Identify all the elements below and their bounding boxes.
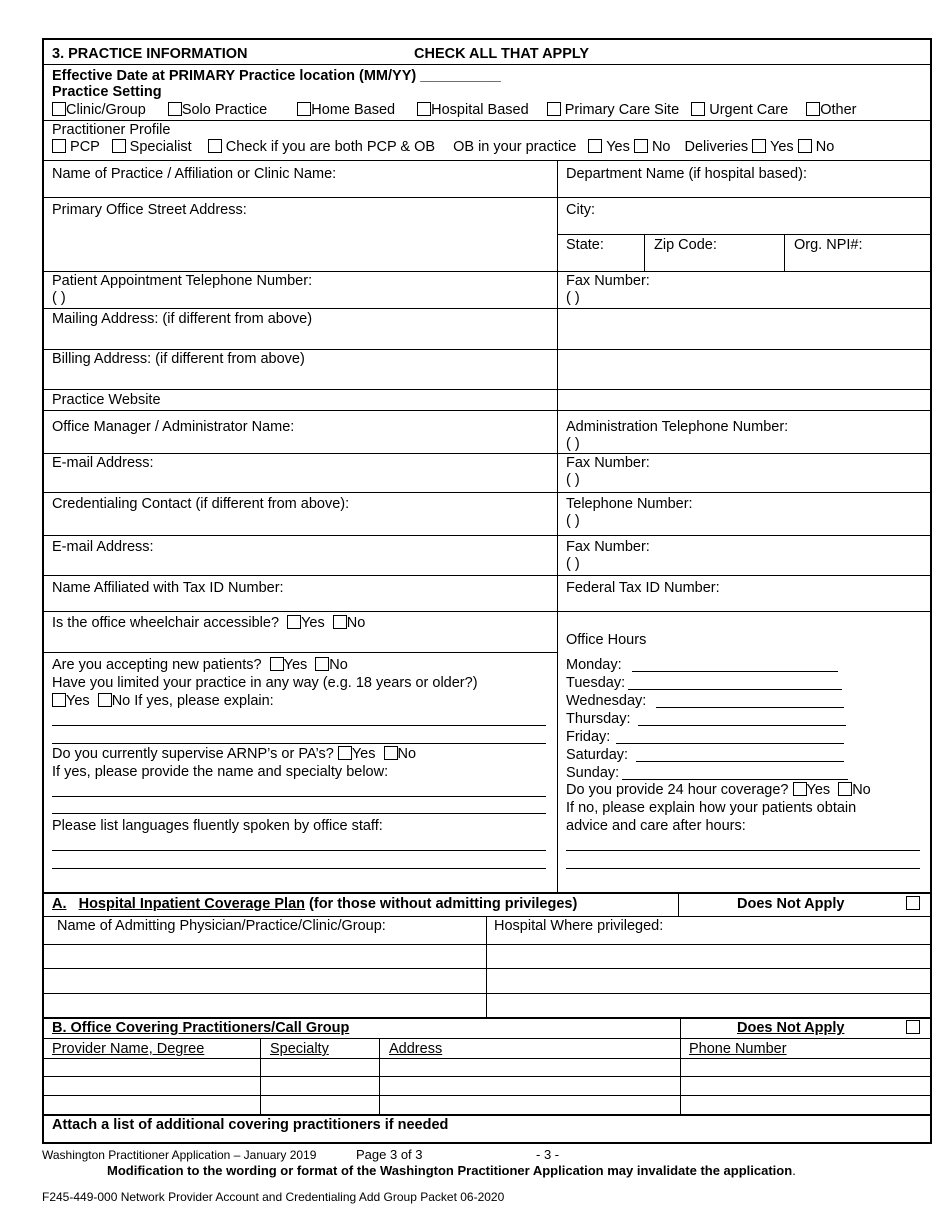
footer-warning: Modification to the wording or format of the Washington Practitioner Application may invalidate the application. [107,1163,796,1178]
billing-address-field[interactable]: Billing Address: (if different from above) [52,351,305,367]
section-b-title: B. Office Covering Practitioners/Call Group [52,1020,350,1036]
office-hours-monday: Monday: [566,657,622,673]
mailing-address-field[interactable]: Mailing Address: (if different from above) [52,311,313,327]
wednesday-hours-line[interactable] [656,707,844,708]
section-a-row[interactable] [44,968,930,969]
supervise-question: Do you currently supervise ARNP’s or PA’s? Yes No [52,746,417,762]
office-hours-saturday: Saturday: [566,747,629,763]
languages-line-2[interactable] [52,868,546,869]
footer-app-name: Washington Practitioner Application – January 2019 [42,1148,317,1162]
sunday-hours-line[interactable] [622,779,848,780]
section-b-does-not-apply: Does Not Apply [737,1020,845,1036]
state-field[interactable]: State: [566,237,604,253]
office-hours-wednesday: Wednesday: [566,693,647,709]
supervise-no-checkbox[interactable] [384,746,398,760]
ob-no-checkbox[interactable] [634,139,648,153]
email-field-2[interactable]: E-mail Address: [52,539,154,555]
section-instruction: CHECK ALL THAT APPLY [414,46,590,62]
attach-note: Attach a list of additional covering practitioners if needed [52,1117,449,1133]
pcp-checkbox[interactable] [52,139,66,153]
supervise-yes-checkbox[interactable] [338,746,352,760]
friday-hours-line[interactable] [616,743,844,744]
monday-hours-line[interactable] [632,671,838,672]
office-hours-tuesday: Tuesday: [566,675,626,691]
wheelchair-question: Is the office wheelchair accessible? Yes No [52,615,366,631]
specialty-header: Specialty [270,1041,329,1057]
office-hours-thursday: Thursday: [566,711,631,727]
telephone-field[interactable]: Telephone Number: [566,496,693,512]
thursday-hours-line[interactable] [638,725,846,726]
supervise-line-1[interactable] [52,796,546,797]
practitioner-profile-options: PCP Specialist Check if you are both PCP & OB OB in your practice Yes No Deliveries Yes No [52,139,834,156]
saturday-hours-line[interactable] [636,761,844,762]
hospital-based-checkbox[interactable] [417,102,431,116]
practice-information-form: 3. PRACTICE INFORMATION CHECK ALL THAT APPLY Effective Date at PRIMARY Practice location (MM/YY) __________ Practice Setting Clinic/Group Solo Practice Home Based Hospital Based Primary Care Site Urgent Care Other Practitioner Profile PCP Specialist Check if you are both PCP & OB OB in your practice Yes No Deliveries Yes No Name of Practice / Affiliation or Clinic Name: Department Name (if hospital based): Primary Office Street Address: City: State: Zip Code: Org. NPI#: Patient Appointment Telephone Number: ( ) Fax Number: ( ) Mailing Address: (if different from above) Billing Address: (if different from above) Practice Website Office Manager / Administrator Name: Administration Telephone Number: ( ) E-mail Address: Fax Number: ( ) Credentialing Contact (if different from above): Telephone Number: ( ) E-mail Address: Fax Number: ( ) Name Affiliated with Tax ID Number: Federal Tax ID Number: Is the office wheelchair accessible? Yes No Are you accepting new patients? Yes No Have you limited your practice in any way (e.g. 18 years or older?) Yes No If yes, please explain: Do you currently supervise ARNP’s or PA’s? Yes No If yes, please provide the name and specialty below: Please list languages fluently spoken by office staff: Office Hours Monday: Tuesday: Wednesday: Thursday: Friday: Saturday: Sunday: Do you provide 24 hour coverage? Yes No If no, please explain how your patients obtain advice and care after hours: A. Hospital Inpatient Coverage Plan (for those without admitting privileges) Does Not Apply Name of Admitting Physician/Practice/Clinic/Group: Hospital Where privileged: B. Office Covering Practitioners/Call Group Does Not Apply Provider Name, Degree Specialty Address Phone Number Attach a list of additional covering practitioners if needed [42,38,932,1144]
specialist-checkbox[interactable] [112,139,126,153]
languages-question: Please list languages fluently spoken by office staff: [52,818,383,834]
home-based-checkbox[interactable] [297,102,311,116]
supervise-followup: If yes, please provide the name and specialty below: [52,764,389,780]
footer-page-number: - 3 - [536,1147,560,1162]
supervise-line-2[interactable] [52,813,546,814]
limited-no-checkbox[interactable] [98,693,112,707]
office-manager-field[interactable]: Office Manager / Administrator Name: [52,419,295,435]
org-npi-field[interactable]: Org. NPI#: [794,237,863,253]
coverage-explain-1: If no, please explain how your patients obtain [566,800,857,816]
clinic-group-checkbox[interactable] [52,102,66,116]
other-checkbox[interactable] [806,102,820,116]
wheelchair-no-checkbox[interactable] [333,615,347,629]
effective-date-label[interactable]: Effective Date at PRIMARY Practice location (MM/YY) __________ [52,68,501,84]
street-address-field[interactable]: Primary Office Street Address: [52,202,247,218]
new-patients-no-checkbox[interactable] [315,657,329,671]
section-a-row[interactable] [44,993,930,994]
deliveries-no-checkbox[interactable] [798,139,812,153]
deliveries-yes-checkbox[interactable] [752,139,766,153]
provider-name-header: Provider Name, Degree [52,1041,205,1057]
limited-practice-question: Have you limited your practice in any way (e.g. 18 years or older?) [52,675,478,691]
limited-yes-checkbox[interactable] [52,693,66,707]
ob-yes-checkbox[interactable] [588,139,602,153]
phone-number-header: Phone Number [689,1041,787,1057]
wheelchair-yes-checkbox[interactable] [287,615,301,629]
address-header: Address [389,1041,443,1057]
coverage-question: Do you provide 24 hour coverage? Yes No [566,782,871,798]
urgent-care-checkbox[interactable] [691,102,705,116]
department-field[interactable]: Department Name (if hospital based): [566,166,807,182]
new-patients-question: Are you accepting new patients? Yes No [52,657,348,673]
coverage-explain-2: advice and care after hours: [566,818,746,834]
section-b-row[interactable] [44,1076,930,1077]
admitting-physician-header: Name of Admitting Physician/Practice/Clinic/Group: [57,918,386,934]
fax-field-1[interactable]: Fax Number: [566,273,650,289]
solo-practice-checkbox[interactable] [168,102,182,116]
office-hours-friday: Friday: [566,729,611,745]
footer-page: Page 3 of 3 [356,1147,423,1162]
coverage-no-checkbox[interactable] [838,782,852,796]
limited-explain-line-2[interactable] [52,743,546,744]
practice-setting-options: Clinic/Group Solo Practice Home Based Hospital Based Primary Care Site Urgent Care Other [52,102,857,119]
section-title: 3. PRACTICE INFORMATION [52,46,248,62]
coverage-yes-checkbox[interactable] [793,782,807,796]
hospital-privileged-header: Hospital Where privileged: [494,918,664,934]
section-a-title: A. Hospital Inpatient Coverage Plan (for those without admitting privileges) [52,896,578,912]
section-a-does-not-apply-checkbox[interactable] [906,896,920,910]
section-b-does-not-apply-checkbox[interactable] [906,1020,920,1034]
section-b-row[interactable] [44,1095,930,1096]
primary-care-site-checkbox[interactable] [547,102,561,116]
admin-phone-field[interactable]: Administration Telephone Number: [566,419,789,435]
appointment-phone-field[interactable]: Patient Appointment Telephone Number: [52,273,313,289]
fax-field-2[interactable]: Fax Number: [566,455,650,471]
office-hours-sunday: Sunday: [566,765,620,781]
zip-code-field[interactable]: Zip Code: [654,237,717,253]
pcp-ob-checkbox[interactable] [208,139,222,153]
practice-setting-label: Practice Setting [52,84,162,100]
tuesday-hours-line[interactable] [628,689,842,690]
coverage-explain-line-1[interactable] [566,850,920,851]
languages-line-1[interactable] [52,850,546,851]
tax-id-name-field[interactable]: Name Affiliated with Tax ID Number: [52,580,284,596]
federal-tax-id-field[interactable]: Federal Tax ID Number: [566,580,720,596]
new-patients-yes-checkbox[interactable] [270,657,284,671]
credentialing-contact-field[interactable]: Credentialing Contact (if different from above): [52,496,350,512]
limited-explain-line-1[interactable] [52,725,546,726]
practice-website-field[interactable]: Practice Website [52,392,161,408]
office-hours-title: Office Hours [566,632,647,648]
email-field-1[interactable]: E-mail Address: [52,455,154,471]
limited-practice-answer: Yes No If yes, please explain: [52,693,274,710]
practice-name-field[interactable]: Name of Practice / Affiliation or Clinic Name: [52,166,337,182]
section-a-does-not-apply: Does Not Apply [737,896,845,912]
footer-form-id: F245-449-000 Network Provider Account and Credentialing Add Group Packet 06-2020 [42,1190,505,1204]
coverage-explain-line-2[interactable] [566,868,920,869]
fax-field-3[interactable]: Fax Number: [566,539,650,555]
practitioner-profile-label: Practitioner Profile [52,122,171,138]
city-field[interactable]: City: [566,202,595,218]
